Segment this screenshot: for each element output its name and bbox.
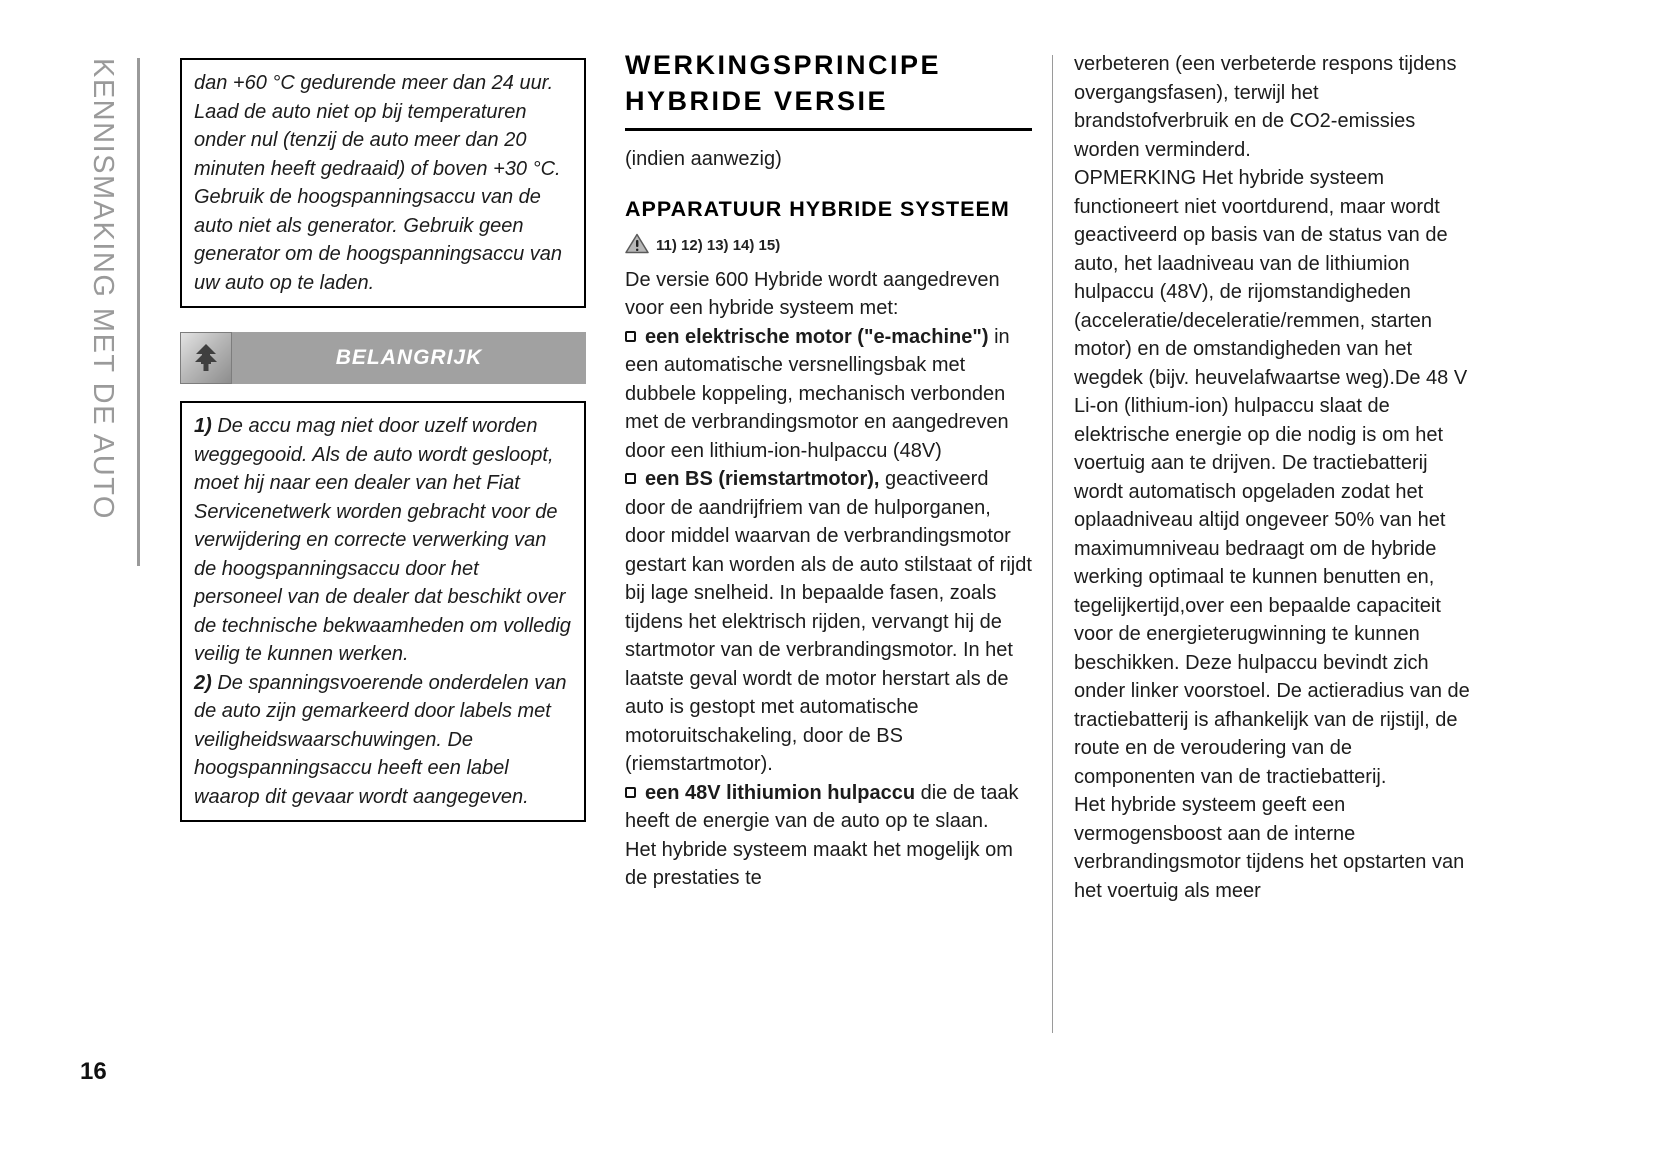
page-title: WERKINGSPRINCIPE HYBRIDE VERSIE — [625, 48, 1032, 131]
numbered-notes-box — [180, 401, 586, 822]
availability-note: (indien aanwezig) — [625, 148, 782, 171]
body-paragraph: Het hybride systeem geeft een vermogensboost aan de interne verbrandingsmotor tijdens het opstarten van het voertuig als meer — [1074, 794, 1465, 902]
caution-note-box — [180, 58, 586, 308]
note-text: De spanningsvoerende onderdelen van de auto zijn gemarkeerd door labels met veiligheidswaarschuwingen. De hoogspanningsaccu heeft een label waarop dit gevaar wordt aangegeven. — [194, 671, 567, 808]
bullet-square-icon — [625, 473, 636, 484]
important-banner-label: BELANGRIJK — [335, 346, 483, 369]
warning-triangle-icon — [625, 233, 649, 258]
bullet-item — [625, 779, 1032, 836]
bullet-rest: geactiveerd door de aandrijfriem van de hulporganen, door middel waarvan de verbrandingsmotor gestart kan worden als de auto stilstaat of rijdt bij lage snelheid. In bepaalde fasen, zoals tijdens het elektrisch rijden, vervangt hij de startmotor van de verbrandingsmotor. In het laatste geval wordt de motor herstart als de auto is gestopt met automatische motoruitschakeling, door de BS (riemstartmotor). — [625, 468, 1032, 776]
body-paragraph: OPMERKING Het hybride systeem functioneert niet voortdurend, maar wordt geactiveerd op basis van de status van de auto, het laadniveau van de lithiumion hulpaccu (48V), de rijomstandigheden (acceleratie/deceleratie/remmen, starten motor) en de omstandigheden van het wegdek (bijv. heuvelafwaartse weg).De 48 V Li-on (lithium-ion) hulpaccu slaat de elektrische energie op die nodig is om het voertuig aan te drijven. De tractiebatterij wordt automatisch opgeladen zodat het oplaadniveau altijd ongeveer 50% van het maximumniveau bedraagt om de hybride werking optimaal te kunnen benutten en, tegelijkertijd,over een bepaalde capaciteit voor de energieterugwinning te kunnen beschikken. Deze hulpaccu bevindt zich onder linker voorstoel. De actieradius van de tractiebatterij is afhankelijk van de rijstijl, de route en de veroudering van de componenten van de tractiebatterij. — [1074, 167, 1470, 788]
intro-paragraph: De versie 600 Hybride wordt aangedreven voor een hybride systeem met: — [625, 268, 1000, 320]
numbered-note — [194, 412, 572, 669]
bullet-item — [625, 323, 1032, 466]
right-column — [1074, 50, 1476, 905]
important-banner — [180, 332, 586, 384]
footnote-reference-row — [625, 233, 1032, 258]
middle-column — [625, 48, 1032, 893]
body-paragraph: verbeteren (een verbeterde respons tijdens overgangsfasen), terwijl het brandstofverbruik en de CO2-emissies worden verminderd. — [1074, 53, 1457, 161]
caution-note-text: dan +60 °C gedurende meer dan 24 uur. Laad de auto niet op bij temperaturen onder nul (tenzij de auto meer dan 20 minuten heeft gedraaid) of boven +30 °C. Gebruik de hoogspanningsaccu van de auto niet als generator. Gebruik geen generator om de hoogspanningsaccu van uw auto op te laden. — [194, 72, 563, 294]
bullet-rest: die de taak heeft de energie van de auto op te slaan. — [625, 781, 1019, 833]
page-number: 16 — [80, 1058, 107, 1085]
footnote-refs: 11) 12) 13) 14) 15) — [656, 236, 781, 254]
bullet-item — [625, 465, 1032, 779]
left-column — [180, 58, 586, 822]
chapter-sidebar-rule — [137, 58, 140, 566]
column-divider — [1052, 55, 1053, 1033]
bullet-lead: een BS (riemstartmotor), — [645, 468, 880, 491]
note-number: 2) — [194, 671, 212, 694]
important-icon — [180, 332, 232, 384]
bullet-square-icon — [625, 331, 636, 342]
closing-paragraph: Het hybride systeem maakt het mogelijk om de prestaties te — [625, 838, 1013, 890]
bullet-lead: een elektrische motor ("e-machine") — [645, 325, 989, 348]
bullet-lead: een 48V lithiumion hulpaccu — [645, 781, 916, 804]
chapter-sidebar-label: KENNISMAKING MET DE AUTO — [87, 58, 119, 520]
note-text: De accu mag niet door uzelf worden weggegooid. Als de auto wordt gesloopt, moet hij naar een dealer van het Fiat Servicenetwerk worden gebracht voor de verwijdering en correcte verwerking van de hoogspanningsaccu door het personeel van de dealer dat beschikt over de technische bekwaamheden om volledig veilig te kunnen werken. — [194, 415, 571, 665]
bullet-square-icon — [625, 787, 636, 798]
bullet-rest: in een automatische versnellingsbak met dubbele koppeling, mechanisch verbonden met de verbrandingsmotor en aangedreven door een lithium-ion-hulpaccu (48V) — [625, 325, 1010, 462]
numbered-note — [194, 669, 572, 812]
section-heading: APPARATUUR HYBRIDE SYSTEEM — [625, 196, 1010, 221]
note-number: 1) — [194, 415, 212, 437]
